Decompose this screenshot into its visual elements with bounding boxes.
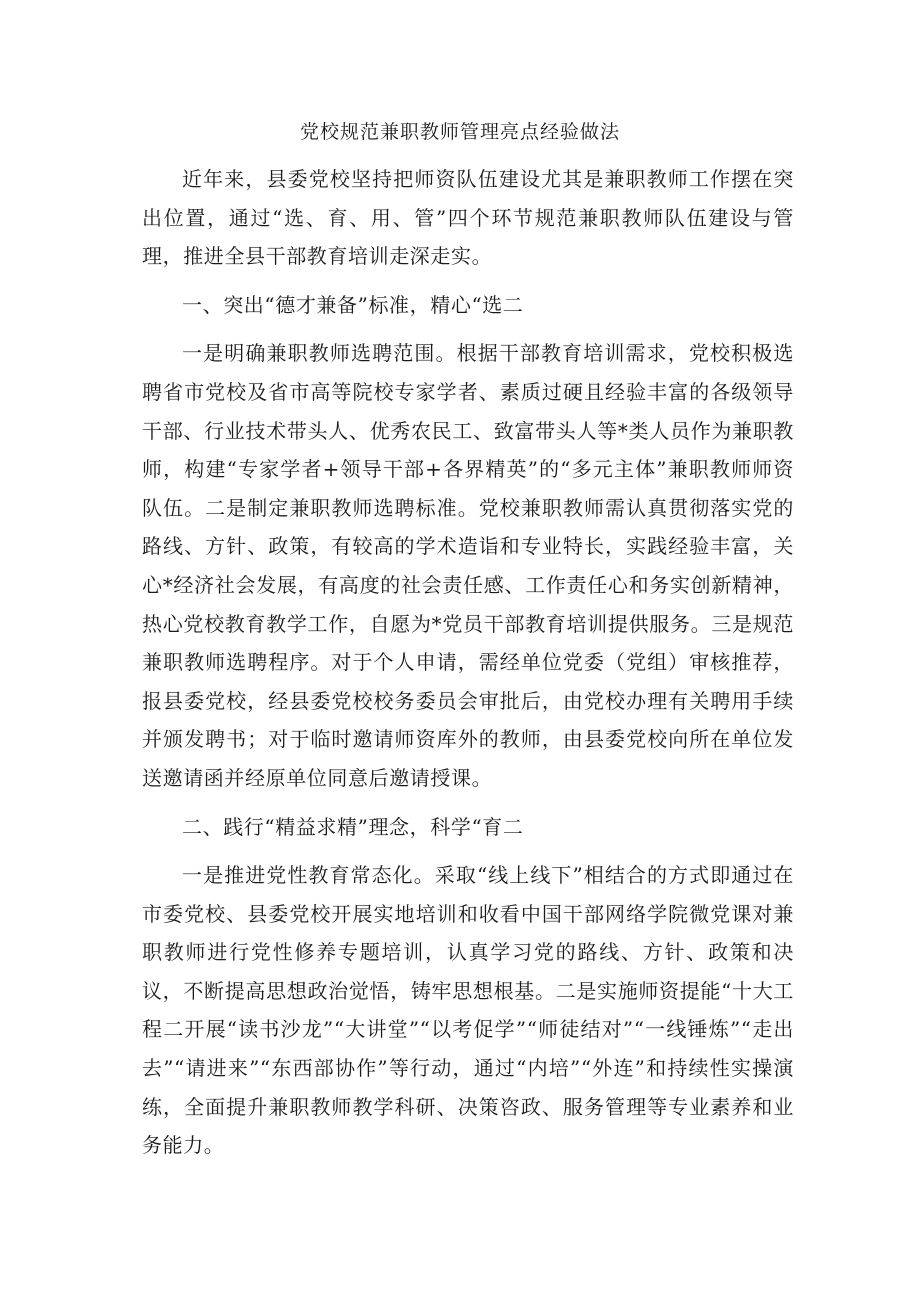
document-title: 党校规范兼职教师管理亮点经验做法 [299, 121, 620, 143]
document-body [142, 160, 794, 1165]
section-2-heading: 二、践行“精益求精”理念，科学“育二 [182, 814, 524, 839]
section-1-paragraph: 一是明确兼职教师选聘范围。根据干部教育培训需求，党校积极选聘省市党校及省市高等院校专家学者、素质过硬且经验丰富的各级领导干部、行业技术带头人、优秀农民工、致富带头人等*类人员作为兼职教师，构建“专家学者+领导干部+各界精英”的“多元主体”兼职教师师资队伍。二是制定兼职教师选聘标准。党校兼职教师需认真贯彻落实党的路线、方针、政策，有较高的学术造诣和专业特长，实践经验丰富，关心*经济社会发展，有高度的社会责任感、工作责任心和务实创新精神，热心党校教育教学工作，自愿为*党员干部教育培训提供服务。三是规范兼职教师选聘程序。对于个人申请，需经单位党委（党组）审核推荐，报县委党校，经县委党校校务委员会审批后，由党校办理有关聘用手续并颁发聘书；对于临时邀请师资库外的教师，由县委党校向所在单位发送邀请函并经原单位同意后邀请授课。 [142, 341, 794, 790]
section-1-heading: 一、突出“德才兼备”标准，精心“选二 [182, 292, 524, 317]
section-2-paragraph: 一是推进党性教育常态化。采取“线上线下”相结合的方式即通过在市委党校、县委党校开展实地培训和收看中国干部网络学院微党课对兼职教师进行党性修养专题培训，认真学习党的路线、方针、政策和决议，不断提高思想政治觉悟，铸牢思想根基。二是实施师资提能“十大工程二开展“读书沙龙”“大讲堂”“以考促学”“师徒结对”“一线锤炼”“走出去”“请进来”“东西部协作”等行动，通过“内培”“外连”和持续性实操演练，全面提升兼职教师教学科研、决策咨政、服务管理等专业素养和业务能力。 [142, 863, 794, 1158]
intro-paragraph: 近年来，县委党校坚持把师资队伍建设尤其是兼职教师工作摆在突出位置，通过“选、育、用、管”四个环节规范兼职教师队伍建设与管理，推进全县干部教育培训走深走实。 [142, 167, 794, 269]
